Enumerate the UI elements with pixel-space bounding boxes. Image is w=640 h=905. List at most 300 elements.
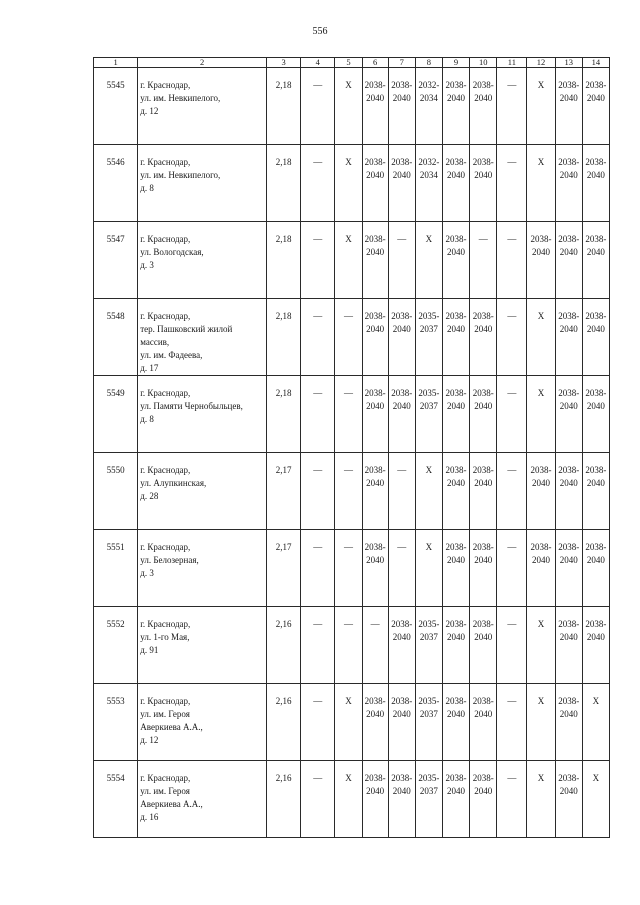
cell-line: 2040 bbox=[366, 247, 385, 257]
period-cell bbox=[362, 145, 388, 222]
cell-line: 2040 bbox=[474, 93, 493, 103]
table-row bbox=[94, 222, 610, 299]
period-cell bbox=[362, 68, 388, 145]
cell-line: 2038- bbox=[445, 388, 467, 398]
cell-line: 2038- bbox=[530, 234, 552, 244]
cell-line: 2038- bbox=[391, 157, 413, 167]
period-cell bbox=[442, 376, 469, 453]
cell-line: 2038- bbox=[558, 619, 580, 629]
period-cell bbox=[555, 222, 582, 299]
cell-line: 2035- bbox=[418, 619, 440, 629]
cell-line: 2040 bbox=[366, 478, 385, 488]
table-row bbox=[94, 453, 610, 530]
cell-line: 2038- bbox=[445, 311, 467, 321]
row-number-cell: 5551 bbox=[94, 530, 138, 607]
cell-line: 2040 bbox=[559, 170, 578, 180]
cell-line: 2040 bbox=[447, 478, 466, 488]
cell-line: 2038- bbox=[530, 542, 552, 552]
value-cell: 2,17 bbox=[266, 453, 300, 530]
row-number-cell: 5554 bbox=[94, 761, 138, 838]
cell-line: 2040 bbox=[447, 324, 466, 334]
period-cell bbox=[555, 530, 582, 607]
period-cell bbox=[527, 530, 555, 607]
cell-line: 2040 bbox=[559, 786, 578, 796]
period-cell: X bbox=[527, 68, 555, 145]
address-cell: г. Краснодар, ул. 1-го Мая, д. 91 bbox=[138, 607, 267, 684]
cell-line: 2038- bbox=[585, 542, 607, 552]
period-cell: X bbox=[527, 376, 555, 453]
column-header: 5 bbox=[335, 58, 362, 68]
period-cell bbox=[388, 145, 415, 222]
cell-line: 2038- bbox=[364, 465, 386, 475]
cell-line: 2038- bbox=[585, 619, 607, 629]
period-cell bbox=[442, 761, 469, 838]
period-cell bbox=[555, 684, 582, 761]
period-cell bbox=[555, 68, 582, 145]
cell-line: 2040 bbox=[559, 555, 578, 565]
period-cell bbox=[362, 453, 388, 530]
cell-line: 2040 bbox=[447, 93, 466, 103]
value-cell: — bbox=[301, 376, 335, 453]
value-cell: — bbox=[335, 530, 362, 607]
period-cell bbox=[470, 145, 497, 222]
value-cell: X bbox=[335, 684, 362, 761]
cell-line: 2038- bbox=[585, 234, 607, 244]
cell-line: 2038- bbox=[445, 80, 467, 90]
cell-line: 2040 bbox=[532, 247, 551, 257]
period-cell bbox=[555, 299, 582, 376]
cell-line: 2037 bbox=[419, 632, 438, 642]
cell-line: — bbox=[397, 542, 407, 552]
value-cell: 2,18 bbox=[266, 145, 300, 222]
period-cell bbox=[415, 145, 442, 222]
cell-line: 2038- bbox=[558, 388, 580, 398]
cell-line: 2040 bbox=[474, 632, 493, 642]
period-cell bbox=[582, 684, 609, 761]
cell-line: 2037 bbox=[419, 401, 438, 411]
period-cell: X bbox=[527, 299, 555, 376]
cell-line: 2040 bbox=[392, 632, 411, 642]
table-row bbox=[94, 761, 610, 838]
period-cell bbox=[582, 222, 609, 299]
period-cell bbox=[470, 684, 497, 761]
row-number-cell: 5550 bbox=[94, 453, 138, 530]
address-cell: г. Краснодар, ул. Вологодская, д. 3 bbox=[138, 222, 267, 299]
period-cell bbox=[527, 222, 555, 299]
cell-line: 2034 bbox=[419, 93, 438, 103]
value-cell: X bbox=[335, 761, 362, 838]
period-cell bbox=[470, 299, 497, 376]
housing-register-table bbox=[93, 57, 610, 838]
value-cell: — bbox=[301, 68, 335, 145]
period-cell: — bbox=[497, 607, 527, 684]
period-cell bbox=[442, 222, 469, 299]
period-cell bbox=[388, 299, 415, 376]
table-row bbox=[94, 145, 610, 222]
cell-line: 2038- bbox=[472, 696, 494, 706]
period-cell bbox=[582, 607, 609, 684]
cell-line: 2040 bbox=[474, 170, 493, 180]
table-row bbox=[94, 684, 610, 761]
period-cell bbox=[415, 684, 442, 761]
period-cell bbox=[470, 530, 497, 607]
period-cell bbox=[582, 761, 609, 838]
cell-line: 2040 bbox=[392, 401, 411, 411]
cell-line: 2040 bbox=[366, 324, 385, 334]
period-cell bbox=[415, 68, 442, 145]
column-header: 10 bbox=[470, 58, 497, 68]
period-cell bbox=[470, 453, 497, 530]
cell-line: 2038- bbox=[364, 696, 386, 706]
period-cell: — bbox=[497, 376, 527, 453]
cell-line: 2038- bbox=[391, 388, 413, 398]
row-number-cell: 5549 bbox=[94, 376, 138, 453]
period-cell bbox=[388, 376, 415, 453]
period-cell bbox=[388, 761, 415, 838]
cell-line: 2038- bbox=[364, 80, 386, 90]
cell-line: 2040 bbox=[366, 709, 385, 719]
period-cell bbox=[415, 530, 442, 607]
period-cell bbox=[582, 376, 609, 453]
period-cell: X bbox=[527, 684, 555, 761]
value-cell: 2,18 bbox=[266, 68, 300, 145]
cell-line: 2040 bbox=[447, 170, 466, 180]
cell-line: 2038- bbox=[391, 311, 413, 321]
column-header: 6 bbox=[362, 58, 388, 68]
cell-line: 2038- bbox=[364, 157, 386, 167]
value-cell: — bbox=[335, 299, 362, 376]
period-cell: — bbox=[497, 222, 527, 299]
period-cell: — bbox=[497, 530, 527, 607]
row-number-cell: 5545 bbox=[94, 68, 138, 145]
address-cell: г. Краснодар, ул. им. Невкипелого, д. 12 bbox=[138, 68, 267, 145]
value-cell: 2,16 bbox=[266, 761, 300, 838]
cell-line: 2040 bbox=[532, 478, 551, 488]
cell-line: 2038- bbox=[585, 80, 607, 90]
period-cell bbox=[362, 299, 388, 376]
period-cell bbox=[388, 684, 415, 761]
cell-line: 2038- bbox=[472, 157, 494, 167]
cell-line: 2038- bbox=[364, 311, 386, 321]
cell-line: 2038- bbox=[445, 542, 467, 552]
cell-line: 2040 bbox=[447, 632, 466, 642]
column-header: 11 bbox=[497, 58, 527, 68]
cell-line: X bbox=[425, 542, 433, 552]
cell-line: 2040 bbox=[532, 555, 551, 565]
cell-line: 2038- bbox=[472, 311, 494, 321]
cell-line: 2040 bbox=[474, 401, 493, 411]
period-cell bbox=[442, 607, 469, 684]
cell-line: 2040 bbox=[447, 247, 466, 257]
value-cell: 2,16 bbox=[266, 684, 300, 761]
cell-line: 2040 bbox=[366, 555, 385, 565]
value-cell: 2,18 bbox=[266, 222, 300, 299]
period-cell bbox=[415, 376, 442, 453]
table-body bbox=[94, 68, 610, 838]
cell-line: 2038- bbox=[364, 234, 386, 244]
period-cell bbox=[555, 376, 582, 453]
value-cell: — bbox=[335, 607, 362, 684]
period-cell: X bbox=[527, 145, 555, 222]
value-cell: X bbox=[335, 68, 362, 145]
cell-line: 2038- bbox=[445, 157, 467, 167]
cell-line: 2038- bbox=[391, 773, 413, 783]
cell-line: 2040 bbox=[447, 709, 466, 719]
row-number-cell: 5546 bbox=[94, 145, 138, 222]
column-header: 9 bbox=[442, 58, 469, 68]
value-cell: — bbox=[301, 145, 335, 222]
value-cell: 2,17 bbox=[266, 530, 300, 607]
value-cell: — bbox=[301, 222, 335, 299]
table-row bbox=[94, 530, 610, 607]
page-number: 556 bbox=[312, 26, 328, 37]
cell-line: 2040 bbox=[586, 555, 605, 565]
cell-line: — bbox=[478, 234, 488, 244]
period-cell bbox=[442, 68, 469, 145]
cell-line: 2040 bbox=[474, 786, 493, 796]
cell-line: 2038- bbox=[558, 542, 580, 552]
period-cell bbox=[362, 761, 388, 838]
period-cell bbox=[442, 453, 469, 530]
cell-line: 2034 bbox=[419, 170, 438, 180]
period-cell: — bbox=[497, 68, 527, 145]
period-cell bbox=[388, 607, 415, 684]
address-cell: г. Краснодар, ул. им. Героя Аверкиева А.А., д. 16 bbox=[138, 761, 267, 838]
row-number-cell: 5553 bbox=[94, 684, 138, 761]
value-cell: — bbox=[301, 607, 335, 684]
cell-line: 2038- bbox=[472, 542, 494, 552]
column-header: 14 bbox=[582, 58, 609, 68]
value-cell: X bbox=[335, 222, 362, 299]
period-cell bbox=[555, 607, 582, 684]
address-cell: г. Краснодар, ул. им. Героя Аверкиева А.А., д. 12 bbox=[138, 684, 267, 761]
cell-line: 2040 bbox=[586, 478, 605, 488]
cell-line: 2038- bbox=[585, 311, 607, 321]
period-cell: — bbox=[497, 453, 527, 530]
value-cell: — bbox=[301, 299, 335, 376]
period-cell bbox=[582, 453, 609, 530]
value-cell: — bbox=[335, 376, 362, 453]
cell-line: 2035- bbox=[418, 388, 440, 398]
cell-line: 2032- bbox=[418, 80, 440, 90]
column-header: 8 bbox=[415, 58, 442, 68]
cell-line: 2040 bbox=[586, 401, 605, 411]
value-cell: X bbox=[335, 145, 362, 222]
address-cell: г. Краснодар, ул. им. Невкипелого, д. 8 bbox=[138, 145, 267, 222]
column-header: 1 bbox=[94, 58, 138, 68]
period-cell bbox=[555, 761, 582, 838]
period-cell: — bbox=[497, 145, 527, 222]
value-cell: — bbox=[335, 453, 362, 530]
cell-line: 2038- bbox=[445, 696, 467, 706]
cell-line: 2040 bbox=[474, 555, 493, 565]
cell-line: 2035- bbox=[418, 696, 440, 706]
column-header: 2 bbox=[138, 58, 267, 68]
cell-line: 2040 bbox=[447, 401, 466, 411]
cell-line: 2038- bbox=[558, 696, 580, 706]
cell-line: 2040 bbox=[586, 170, 605, 180]
column-header: 4 bbox=[301, 58, 335, 68]
period-cell bbox=[555, 145, 582, 222]
period-cell bbox=[388, 453, 415, 530]
cell-line: 2040 bbox=[392, 170, 411, 180]
value-cell: — bbox=[301, 530, 335, 607]
cell-line: — bbox=[397, 234, 407, 244]
cell-line: 2040 bbox=[586, 632, 605, 642]
cell-line: 2038- bbox=[445, 773, 467, 783]
cell-line: 2040 bbox=[559, 632, 578, 642]
cell-line: 2038- bbox=[445, 619, 467, 629]
period-cell bbox=[527, 453, 555, 530]
cell-line: X bbox=[592, 696, 600, 706]
cell-line: 2040 bbox=[366, 786, 385, 796]
cell-line: 2040 bbox=[366, 401, 385, 411]
cell-line: 2040 bbox=[447, 555, 466, 565]
cell-line: 2040 bbox=[586, 324, 605, 334]
period-cell: — bbox=[497, 299, 527, 376]
period-cell bbox=[388, 530, 415, 607]
cell-line: 2037 bbox=[419, 324, 438, 334]
period-cell bbox=[415, 222, 442, 299]
period-cell bbox=[415, 761, 442, 838]
cell-line: 2040 bbox=[559, 709, 578, 719]
cell-line: 2038- bbox=[364, 388, 386, 398]
cell-line: 2038- bbox=[472, 388, 494, 398]
cell-line: 2040 bbox=[559, 93, 578, 103]
cell-line: 2040 bbox=[392, 786, 411, 796]
period-cell bbox=[442, 530, 469, 607]
period-cell bbox=[582, 299, 609, 376]
cell-line: 2040 bbox=[392, 324, 411, 334]
period-cell: X bbox=[527, 761, 555, 838]
cell-line: 2038- bbox=[585, 157, 607, 167]
period-cell bbox=[470, 222, 497, 299]
cell-line: 2040 bbox=[392, 709, 411, 719]
cell-line: 2038- bbox=[585, 388, 607, 398]
cell-line: X bbox=[425, 465, 433, 475]
period-cell bbox=[582, 145, 609, 222]
cell-line: 2038- bbox=[558, 311, 580, 321]
period-cell bbox=[555, 453, 582, 530]
column-header: 3 bbox=[266, 58, 300, 68]
value-cell: 2,16 bbox=[266, 607, 300, 684]
cell-line: 2038- bbox=[364, 773, 386, 783]
cell-line: 2040 bbox=[474, 324, 493, 334]
period-cell bbox=[362, 684, 388, 761]
table-row bbox=[94, 607, 610, 684]
cell-line: X bbox=[425, 234, 433, 244]
period-cell bbox=[470, 761, 497, 838]
cell-line: — bbox=[370, 619, 380, 629]
period-cell: — bbox=[497, 684, 527, 761]
value-cell: 2,18 bbox=[266, 299, 300, 376]
period-cell bbox=[442, 145, 469, 222]
period-cell bbox=[582, 68, 609, 145]
table-row bbox=[94, 299, 610, 376]
column-header: 13 bbox=[555, 58, 582, 68]
header-row bbox=[94, 58, 610, 68]
period-cell bbox=[415, 607, 442, 684]
cell-line: 2038- bbox=[445, 465, 467, 475]
value-cell: — bbox=[301, 761, 335, 838]
period-cell bbox=[415, 453, 442, 530]
row-number-cell: 5552 bbox=[94, 607, 138, 684]
cell-line: 2038- bbox=[391, 80, 413, 90]
cell-line: 2038- bbox=[558, 234, 580, 244]
cell-line: — bbox=[397, 465, 407, 475]
period-cell bbox=[470, 376, 497, 453]
cell-line: X bbox=[592, 773, 600, 783]
cell-line: 2038- bbox=[472, 465, 494, 475]
cell-line: 2040 bbox=[559, 401, 578, 411]
cell-line: 2040 bbox=[559, 478, 578, 488]
cell-line: 2038- bbox=[558, 80, 580, 90]
cell-line: 2040 bbox=[559, 324, 578, 334]
table-row bbox=[94, 376, 610, 453]
cell-line: 2038- bbox=[364, 542, 386, 552]
address-cell: г. Краснодар, ул. Белозерная, д. 3 bbox=[138, 530, 267, 607]
period-cell bbox=[470, 68, 497, 145]
cell-line: 2037 bbox=[419, 709, 438, 719]
cell-line: 2038- bbox=[530, 465, 552, 475]
cell-line: 2038- bbox=[445, 234, 467, 244]
cell-line: 2040 bbox=[474, 478, 493, 488]
period-cell bbox=[362, 376, 388, 453]
cell-line: 2040 bbox=[366, 93, 385, 103]
cell-line: 2038- bbox=[391, 696, 413, 706]
period-cell bbox=[388, 68, 415, 145]
cell-line: 2038- bbox=[472, 773, 494, 783]
row-number-cell: 5548 bbox=[94, 299, 138, 376]
address-cell: г. Краснодар, ул. Алупкинская, д. 28 bbox=[138, 453, 267, 530]
value-cell: — bbox=[301, 684, 335, 761]
period-cell bbox=[442, 684, 469, 761]
cell-line: 2038- bbox=[558, 773, 580, 783]
address-cell: г. Краснодар, ул. Памяти Чернобыльцев, д. 8 bbox=[138, 376, 267, 453]
cell-line: 2038- bbox=[472, 80, 494, 90]
cell-line: 2038- bbox=[558, 157, 580, 167]
cell-line: 2038- bbox=[472, 619, 494, 629]
period-cell bbox=[362, 607, 388, 684]
cell-line: 2035- bbox=[418, 773, 440, 783]
period-cell bbox=[470, 607, 497, 684]
cell-line: 2038- bbox=[391, 619, 413, 629]
cell-line: 2040 bbox=[366, 170, 385, 180]
cell-line: 2038- bbox=[585, 465, 607, 475]
row-number-cell: 5547 bbox=[94, 222, 138, 299]
cell-line: 2040 bbox=[586, 93, 605, 103]
period-cell bbox=[388, 222, 415, 299]
cell-line: 2037 bbox=[419, 786, 438, 796]
address-cell: г. Краснодар, тер. Пашковский жилой массив, ул. им. Фадеева, д. 17 bbox=[138, 299, 267, 376]
period-cell bbox=[582, 530, 609, 607]
period-cell bbox=[362, 530, 388, 607]
period-cell: — bbox=[497, 761, 527, 838]
cell-line: 2038- bbox=[558, 465, 580, 475]
period-cell: X bbox=[527, 607, 555, 684]
cell-line: 2040 bbox=[474, 709, 493, 719]
period-cell bbox=[415, 299, 442, 376]
value-cell: 2,18 bbox=[266, 376, 300, 453]
table-row bbox=[94, 68, 610, 145]
value-cell: — bbox=[301, 453, 335, 530]
cell-line: 2032- bbox=[418, 157, 440, 167]
period-cell bbox=[442, 299, 469, 376]
cell-line: 2035- bbox=[418, 311, 440, 321]
cell-line: 2040 bbox=[586, 247, 605, 257]
column-header: 12 bbox=[527, 58, 555, 68]
column-header: 7 bbox=[388, 58, 415, 68]
